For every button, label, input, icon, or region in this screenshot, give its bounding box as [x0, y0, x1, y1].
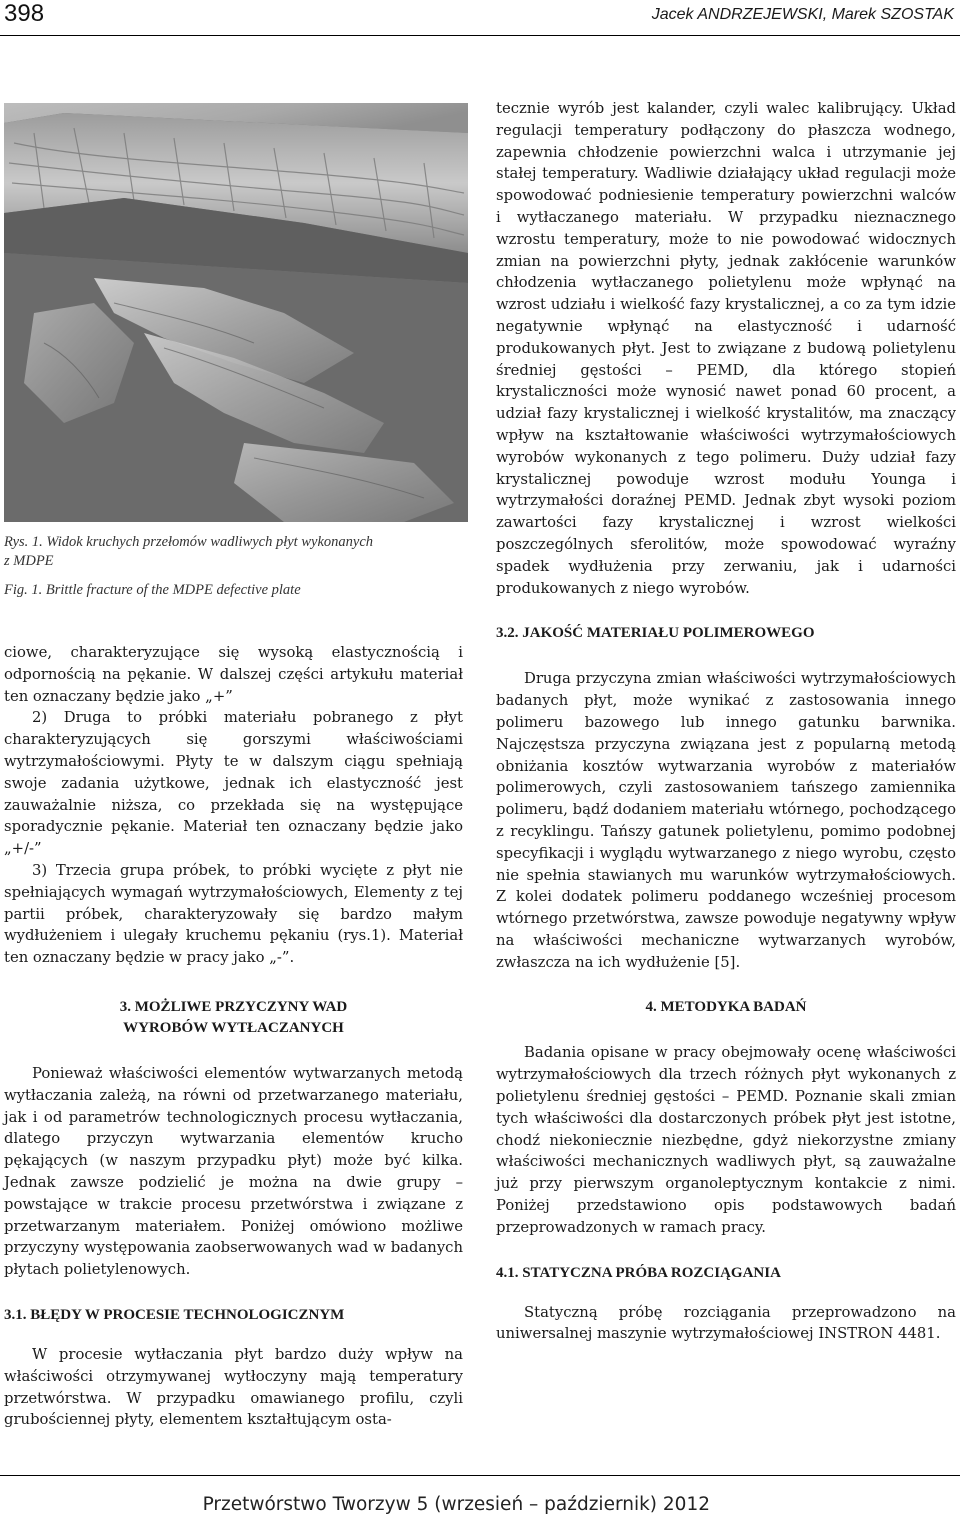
- header-divider: [0, 35, 960, 36]
- running-header-authors: Jacek ANDRZEJEWSKI, Marek SZOSTAK: [651, 6, 954, 23]
- right-paragraph-3: Badania opisane w pracy obejmowały ocenę właściwości wytrzymałościowych dla trzech różnych płyt wykonanych z polietylenu średniej gęstości – PEMD. Poznanie skali zmian tych właściwości dla dostarczonych próbek płyt jest istotne, chodź niekoniecznie niezbędne, gdyż niekorzystne zmiany właściwości mechanicznych wadliwych płyt, są zauważalne już przy pierwszym organoleptycznym kontakcie z nimi. Poniżej przedstawiono opis podstawowych badań przeprowadzonych w ramach pracy.: [496, 1044, 956, 1236]
- caption-pl-line2: z MDPE: [4, 553, 54, 569]
- left-paragraph-4: Ponieważ właściwości elementów wytwarzanych metodą wytłaczania zależą, na równi od przetwarzanego materiału, jak i od parametrów technologicznych procesu wytłaczania, dlatego przyczyn wytwarzania elementów krucho pękających (w naszym przypadku płyt) może być kilka. Jednak zawsze podzielić je można na dwie grupy – powstające w trakcie procesu przetwórstwa i związane z przetwarzanym materiałem. Poniżej omówiono możliwe przyczyny występowania zaobserwowanych wad w badanych płytach polietylenowych.: [4, 1064, 463, 1279]
- left-paragraph-3: 3) Trzecia grupa próbek, to próbki wycięte z płyt nie spełniających wymagań wytrzymałościowych, Elementy z tej partii próbek, charakteryzowały się bardzo małym wydłużeniem i ulegały kruchemu pękaniu (rys.1). Materiał ten oznaczany będzie w pracy jako „-”.: [4, 861, 463, 967]
- page-number: 398: [4, 0, 45, 27]
- right-column: [496, 98, 956, 1345]
- section-3-1-heading: 3.1. BŁĘDY W PROCESIE TECHNOLOGICZNYM: [4, 1306, 345, 1323]
- left-paragraph-5: W procesie wytłaczania płyt bardzo duży wpływ na właściwości otrzymywanej wytłoczyny mają temperatury przetwórstwa. W przypadku omawianego profilu, czyli grubościennej płyty, elementem kształtującym osta-: [4, 1345, 463, 1429]
- section-3-2-heading: 3.2. JAKOŚĆ MATERIAŁU POLIMEROWEGO: [496, 625, 815, 642]
- right-paragraph-2: Druga przyczyna zmian właściwości wytrzymałościowych badanych płyt, może wynikać z zastosowania innego polimeru bazowego lub innego gatunku barwnika. Najczęstsza przyczyna związana jest z popularną metodą obniżania kosztów wytwarzania wyrobów z materiałów polimerowych, czyli zastosowaniem tańszego zamiennika polimeru, bądź dodaniem materiału wtórnego, pochodzącego z recyklingu. Tańszy gatunek polietylenu, pomimo podobnej specyfikacji i wyglądu wytwarzanego z niego wyrobu, często nie spełnia stawianych mu warunków wytrzymałościowych. Z kolei dodatek polimeru poddanego wcześniej procesom wtórnego przetwórstwa, zawsze powoduje negatywny wpływ na właściwości mechaniczne wytwarzanych wyrobów, zwłaszcza na ich wydłużenie [5].: [496, 670, 956, 971]
- left-paragraph-1: ciowe, charakteryzujące się wysoką elastycznością i odpornością na pękanie. W dalszej części artykułu materiał ten oznaczany będzie jako „+”: [4, 644, 463, 705]
- section-3-heading-line1: 3. MOŻLIWE PRZYCZYNY WAD: [119, 998, 348, 1015]
- section-4-heading: 4. METODYKA BADAŃ: [645, 999, 807, 1016]
- caption-pl-line1: Rys. 1. Widok kruchych przełomów wadliwych płyt wykonanych: [4, 534, 373, 550]
- figure-caption-en: Fig. 1. Brittle fracture of the MDPE defective plate: [4, 582, 301, 598]
- right-paragraph-1: tecznie wyrób jest kalander, czyli walec kalibrujący. Układ regulacji temperatury podłączony do płaszcza wodnego, zapewnia chłodzenie powierzchni walca i utrzymanie jej stałej temperatury. Wadliwie działający układ regulacji może spowodować podniesienie temperatury powierzchni walców i wytłaczanego materiału. W przypadku nieznacznego wzrostu temperatury, może to nie powodować widocznych zmian na powierzchni płyty, jednak zakłócenie warunków chłodzenia wytłaczanego polietylenu może wpłynąć na wzrost udziału i wielkość fazy krystalicznej, a co za tym idzie negatywnie wpłynąć na elastyczność i udarność produkowanych płyt. Jest to związane z budową polietylenu średniej gęstości – PEMD, dla którego stopień krystaliczności może wynosić nawet ponad 60 procent, a udział fazy krystalicznej i wielkość krystalitów, ma znaczący wpływ na kształtowanie właściwości wytrzymałościowych wyrobów wykonanych z tego polimeru. Duży udział fazy krystalicznej powoduje wzrost modułu Younga i wytrzymałości doraźnej PEMD. Jednak zbyt wysoki poziom zawartości fazy krystalicznej i wzrost wielkości poszczególnych sferolitów, może spowodować wyraźny spadek wydłużenia przy zerwaniu, jak i udarności produkowanych z niego wyrobów.: [496, 100, 956, 597]
- right-paragraph-4: Statyczną próbę rozciągania przeprowadzono na uniwersalnej maszynie wytrzymałościowej INSTRON 4481.: [496, 1303, 956, 1343]
- left-paragraph-2: 2) Druga to próbki materiału pobranego z płyt charakteryzujących się gorszymi właściwościami wytrzymałościowymi. Płyty te w dalszym ciągu spełniają swoje zadania użytkowe, jednak ich elastyczność jest zauważalnie niższa, co przekłada się na występujące sporadycznie pękanie. Materiał ten oznaczany będzie jako „+/-”: [4, 709, 463, 858]
- section-3-heading-line2: WYROBÓW WYTŁACZANYCH: [123, 1019, 344, 1036]
- fracture-photo: [4, 103, 468, 522]
- figure-caption-pl: [4, 533, 474, 571]
- footer-divider: [0, 1475, 960, 1476]
- section-4-1-heading: 4.1. STATYCZNA PRÓBA ROZCIĄGANIA: [496, 1264, 781, 1281]
- journal-footer: Przetwórstwo Tworzyw 5 (wrzesień – październik) 2012: [202, 1494, 710, 1515]
- left-column: [4, 642, 463, 1431]
